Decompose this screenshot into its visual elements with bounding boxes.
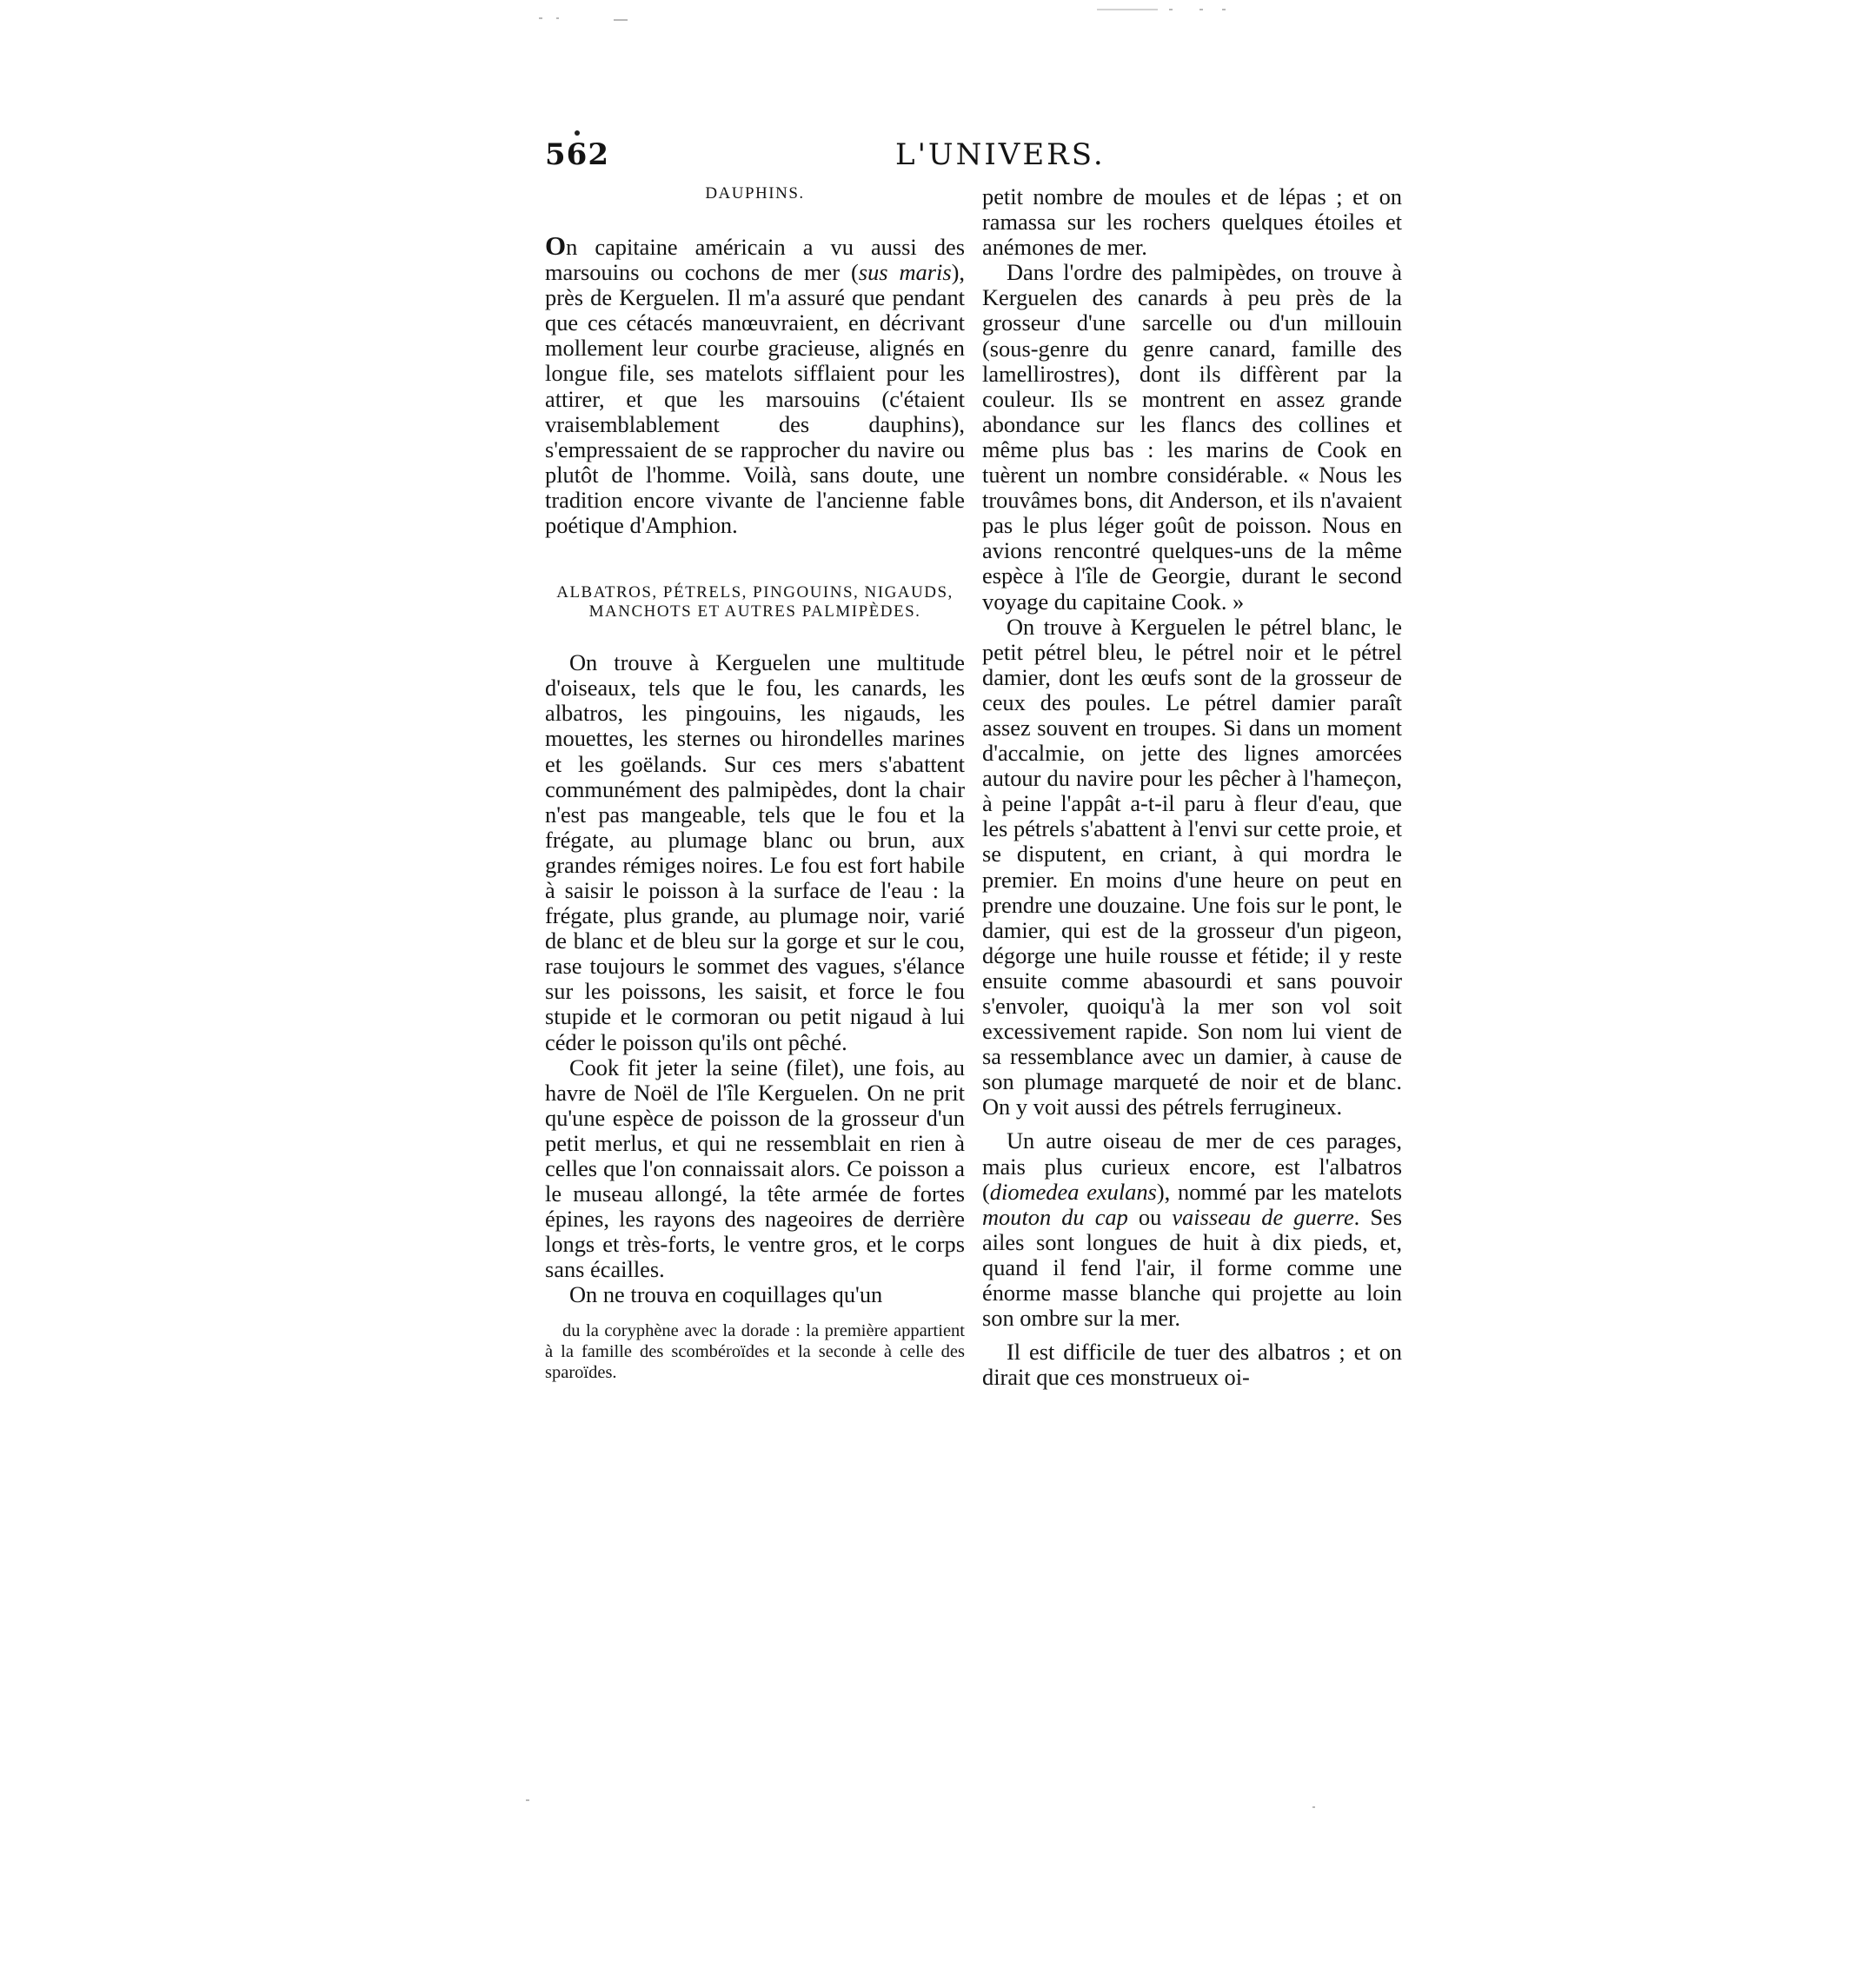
paragraph-marsouins: On capitaine américain a vu aussi des marsouins ou cochons de mer (sus maris), près de Kerguelen. Il m'a assuré que pendant que ces cétacés manœuvraient, en décrivant mollement leur courbe gracieuse, alignés en longue file, ses matelots sifflaient pour les attirer, et que les marsouins (c'étaient vraisemblablement des dauphins), s'empressaient de se rapprocher du navire ou plutôt de l'homme. Voilà, sans doute, une tradition encore vivante de l'ancienne fable poétique d'Amphion. xyxy=(545,230,965,539)
paragraph-albatros: Un autre oiseau de mer de ces parages, mais plus curieux encore, est l'albatros (diomedea exulans), nommé par les matelots mouton du cap ou vaisseau de guerre. Ses ailes sont longues de huit à dix pieds, et, quand il fend l'air, il forme comme une énorme masse blanche qui projette au loin son ombre sur la mer. xyxy=(982,1127,1402,1332)
scan-speck xyxy=(556,17,559,19)
latin-name: diomedea exulans xyxy=(989,1178,1157,1205)
scan-speck xyxy=(614,19,628,21)
scan-speck xyxy=(1222,9,1226,10)
latin-name: sus maris xyxy=(858,259,952,286)
page-number xyxy=(545,137,609,172)
heading-line-1: ALBATROS, PÉTRELS, PINGOUINS, NIGAUDS, xyxy=(556,583,954,602)
scan-speck xyxy=(1169,9,1173,10)
page-number-text: 562 xyxy=(545,137,609,172)
footnote: du la coryphène avec la dorade : la première appartient à la famille des scombéroïdes et la seconde à celle des sparoïdes. xyxy=(545,1320,965,1382)
paragraph-canards: Dans l'ordre des palmipèdes, on trouve à Kerguelen des canards à peu près de la grosseur d'une sarcelle ou d'un millouin (sous-genre du genre canard, famille des lamellirostres), dont ils diffèrent par la couleur. Ils se montrent en assez grande abondance sur les flancs des collines et même plus bas : les marins de Cook en tuèrent un nombre considérable. « Nous les trouvâmes bons, dit Anderson, et ils n'avaient pas le plus léger goût de poisson. Nous en avions rencontré quelques-uns de la même espèce à l'île de Georgie, durant le second voyage du capitaine Cook. » xyxy=(982,259,1402,615)
paragraph-oiseaux: On trouve à Kerguelen une multitude d'oiseaux, tels que le fou, les canards, les albatros, les pingouins, les nigauds, les mouettes, les sternes ou hirondelles marines et les goëlands. Sur ces mers s'abattent communément des palmipèdes, dont la chair n'est pas mangeable, tels que le fou et la frégate, au plumage blanc ou brun, aux grandes rémiges noires. Le fou est fort habile à saisir le poisson à la surface de l'eau : la frégate, plus grande, au plumage noir, varié de blanc et de bleu sur la gorge et sur le cou, rase toujours le sommet des vagues, s'élance sur les poissons, les saisit, et force le fou stupide et le cormoran ou petit nigaud à lui céder le poisson qu'ils ont pêché. xyxy=(545,649,965,1055)
heading-line-2: MANCHOTS ET AUTRES PALMIPÈDES. xyxy=(588,602,921,622)
running-title: L'UNIVERS. xyxy=(895,137,1106,172)
paragraph-tuer-albatros: Il est difficile de tuer des albatros ; et on dirait que ces monstrueux oi- xyxy=(982,1339,1402,1391)
scan-speck xyxy=(1199,9,1203,10)
paragraph-petrels: On trouve à Kerguelen le pétrel blanc, le petit pétrel bleu, le pétrel noir et le pétrel damier, dont les œufs sont de la grosseur de ceux des poules. Le pétrel damier paraît assez souvent en troupes. Si dans un moment d'accalmie, on jette des lignes amorcées autour du navire pour les pêcher à l'hameçon, à peine l'appât a-t-il paru à fleur d'eau, que les pétrels s'abattent à l'envi sur cette proie, et se disputent, en criant, à qui mordra le premier. En moins d'une heure on peut en prendre une douzaine. Une fois sur le pont, le damier, qui est de la grosseur d'un pigeon, dégorge une huile rousse et fétide; il y reste ensuite comme abasourdi et sans pouvoir s'envoler, quoiqu'à la mer son vol soit excessivement rapide. Son nom lui vient de sa ressemblance avec un damier, à cause de son plumage marqueté de noir et de blanc. On y voit aussi des pétrels ferrugineux. xyxy=(982,613,1402,1120)
paragraph-moules: petit nombre de moules et de lépas ; et on ramassa sur les rochers quelques étoiles et anémones de mer. xyxy=(982,183,1402,261)
scan-speck xyxy=(1312,1806,1315,1808)
left-column xyxy=(545,184,965,1383)
ink-dot xyxy=(575,130,580,136)
scan-speck xyxy=(526,1799,529,1801)
section-heading-dauphins: DAUPHINS. xyxy=(705,184,805,203)
sailor-name: mouton du cap xyxy=(982,1203,1128,1230)
scan-speck xyxy=(539,17,542,19)
section-heading-albatros xyxy=(545,583,965,622)
drop-initial: On xyxy=(545,230,578,261)
scan-speck xyxy=(1097,9,1158,10)
sailor-name: vaisseau de guerre xyxy=(1172,1203,1354,1230)
paragraph-coquillages: On ne trouva en coquillages qu'un xyxy=(569,1281,883,1308)
paragraph-seine: Cook fit jeter la seine (filet), une fois, au havre de Noël de l'île Kerguelen. On ne prit qu'une espèce de poisson de la grosseur d'un petit merlus, et qui ne ressemblait en rien à celles que l'on connaissait alors. Ce poisson a le museau allongé, la tête armée de fortes épines, les rayons des nageoires de derrière longs et très-forts, le ventre gros, et le corps sans écailles. xyxy=(545,1054,965,1283)
right-column xyxy=(982,184,1402,1390)
